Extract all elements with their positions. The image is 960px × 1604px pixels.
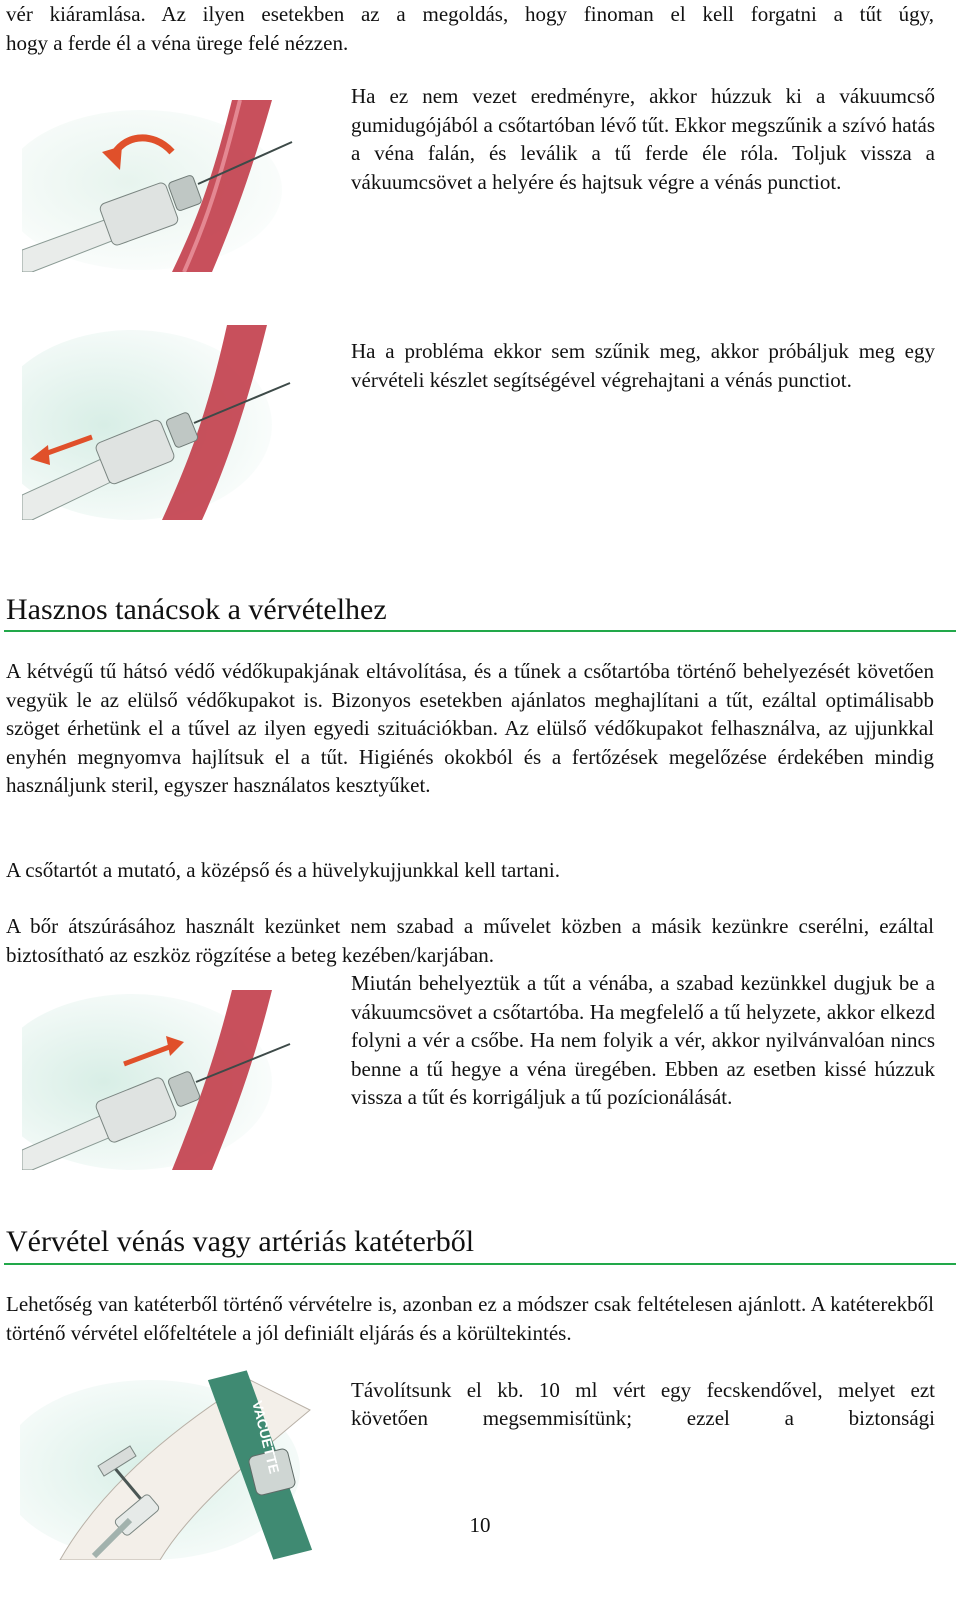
section1-rule <box>4 630 956 632</box>
intro-line-2: hogy a ferde él a véna ürege felé nézzen. <box>6 31 349 55</box>
page-number: 10 <box>469 1513 491 1537</box>
step2-text: Ha a probléma ekkor sem szűnik meg, akkor próbáljuk meg egy vérvételi készlet segítségével végrehajtani a vénás punctiot. <box>351 339 935 392</box>
section2-rule <box>4 1263 956 1265</box>
step1-text: Ha ez nem vezet eredményre, akkor húzzuk ki a vákuumcső gumidugójából a csőtartóban lévő tűt. Ekkor megszűnik a szívó hatás a véna falán, és leválik a tű ferde éle róla. Toljuk vissza a vákuumcsövet a helyére és hajtsuk végre a vénás punctiot. <box>351 84 935 194</box>
section1-heading: Hasznos tanácsok a vérvételhez <box>6 593 387 626</box>
section2-heading: Vérvétel vénás vagy artériás katéterből <box>6 1225 475 1258</box>
section2-para2-line1: Távolítsunk el kb. 10 ml vért egy fecskendővel, melyet ezt <box>351 1378 935 1402</box>
needle-withdraw-illustration <box>22 325 294 520</box>
section2-para2-line2: követően megsemmisítünk; ezzel a biztonsági <box>351 1406 935 1430</box>
section2-para1: Lehetőség van katéterből történő vérvételre is, azonban ez a módszer csak feltételesen ajánlott. A katéterekből történő vérvétel előfeltétele a jól definiált eljárás és a körültekintés. <box>6 1292 934 1345</box>
section1-para3: A bőr átszúrásához használt kezünket nem szabad a művelet közben a másik kezünkre cserélni, ezáltal biztosítható az eszköz rögzítése a beteg kezében/karjában. <box>6 914 934 967</box>
section1-para1: A kétvégű tű hátsó védő védőkupakjának eltávolítása, és a tűnek a csőtartóba történő behelyezését követően vegyük le az elülső védőkupakot is. Bizonyos esetekben ajánlatos meghajlítani a tűt, ezáltal optimálisabb szöget érhetünk el a tűvel az ilyen egyedi szituációkban. Az elülső védőkupakot felhasználva, az ujjunkkal enyhén megnyomva hajlítsuk el a tűt. Higiénés okokból és a fertőzések megelőzése érdekében mindig használjunk steril, egyszer használatos kesztyűket. <box>6 659 934 798</box>
section1-para4: Miután behelyeztük a tűt a vénába, a szabad kezünkkel dugjuk be a vákuumcsövet a csőtartóba. Ha megfelelő a tű helyzete, akkor elkezd folyni a vér a csőbe. Ha nem folyik a vér, akkor nyilvánvalóan nincs benne a tű hegye a véna üregében. Ebben az esetben kissé húzzuk vissza a tűt és korrigáljuk a tű pozícionálását. <box>351 971 935 1110</box>
tourniquet-label: VACUETTE <box>249 1399 283 1476</box>
section1-para2: A csőtartót a mutató, a középső és a hüvelykujjunkkal kell tartani. <box>6 858 561 882</box>
intro-line-1: vér kiáramlása. Az ilyen esetekben az a megoldás, hogy finoman el kell forgatni a tűt úgy, <box>6 2 934 26</box>
tube-insertion-illustration <box>22 990 294 1170</box>
needle-rotation-illustration <box>22 100 294 272</box>
